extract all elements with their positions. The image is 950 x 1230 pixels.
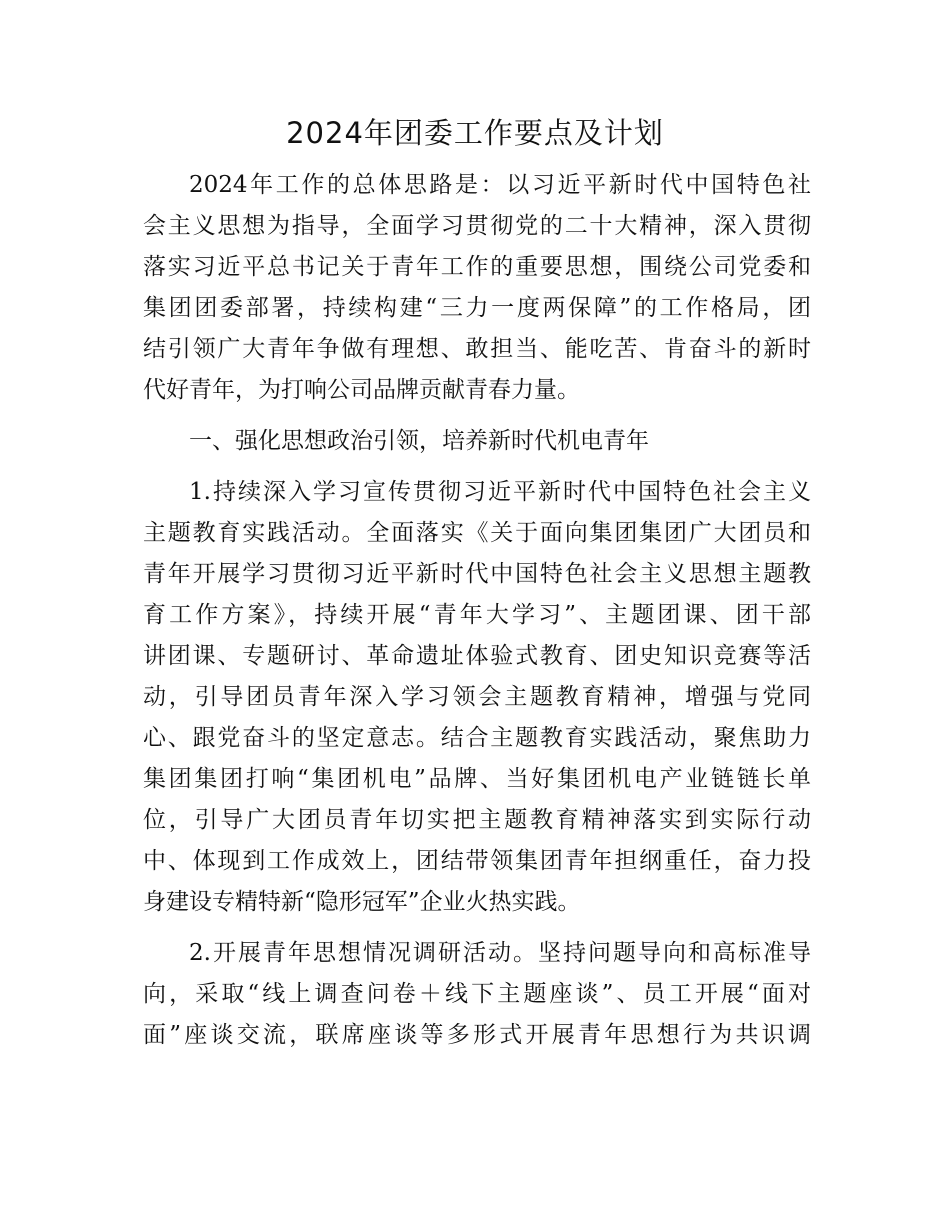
- paragraph-line: 会主义思想为指导，全面学习贯彻党的二十大精神，深入贯彻: [143, 213, 811, 239]
- paragraph-line: 青年开展学习贯彻习近平新时代中国特色社会主义思想主题教: [143, 561, 811, 587]
- paragraph-line: 位，引导广大团员青年切实把主题教育精神落实到实际行动: [143, 807, 811, 833]
- paragraph-line: 向，采取“线上调查问卷＋线下主题座谈”、员工开展“面对: [143, 981, 811, 1007]
- document-title: 2024年团委工作要点及计划: [286, 116, 664, 150]
- paragraph-line: 身建设专精特新“隐形冠军”企业火热实践。: [143, 889, 581, 915]
- paragraph-line: 育工作方案》，持续开展“青年大学习”、主题团课、团干部: [143, 602, 811, 628]
- paragraph-line: 1.持续深入学习宣传贯彻习近平新时代中国特色社会主义: [189, 479, 811, 505]
- document-body: [143, 165, 811, 1056]
- section-heading: 一、强化思想政治引领，培养新时代机电青年: [189, 428, 649, 454]
- paragraph-line: 讲团课、专题研讨、革命遗址体验式教育、团史知识竞赛等活: [143, 643, 811, 669]
- paragraph-line: 心、跟党奋斗的坚定意志。结合主题教育实践活动，聚焦助力: [143, 725, 811, 751]
- paragraph-line: 中、体现到工作成效上，团结带领集团青年担纲重任，奋力投: [143, 848, 811, 874]
- paragraph-line: 2.开展青年思想情况调研活动。坚持问题导向和高标准导: [189, 940, 811, 966]
- paragraph-line: 集团团委部署，持续构建“三力一度两保障”的工作格局，团: [143, 295, 811, 321]
- paragraph-line: 代好青年，为打响公司品牌贡献青春力量。: [143, 377, 580, 403]
- paragraph-line: 动，引导团员青年深入学习领会主题教育精神，增强与党同: [143, 684, 811, 710]
- paragraph-line: 2024年工作的总体思路是：以习近平新时代中国特色社: [189, 172, 811, 198]
- paragraph-line: 集团集团打响“集团机电”品牌、当好集团机电产业链链长单: [143, 766, 811, 792]
- paragraph-line: 面”座谈交流，联席座谈等多形式开展青年思想行为共识调: [143, 1022, 811, 1048]
- paragraph-line: 主题教育实践活动。全面落实《关于面向集团集团广大团员和: [143, 520, 811, 546]
- paragraph-line: 落实习近平总书记关于青年工作的重要思想，围绕公司党委和: [143, 254, 811, 280]
- paragraph-line: 结引领广大青年争做有理想、敢担当、能吃苦、肯奋斗的新时: [143, 336, 811, 362]
